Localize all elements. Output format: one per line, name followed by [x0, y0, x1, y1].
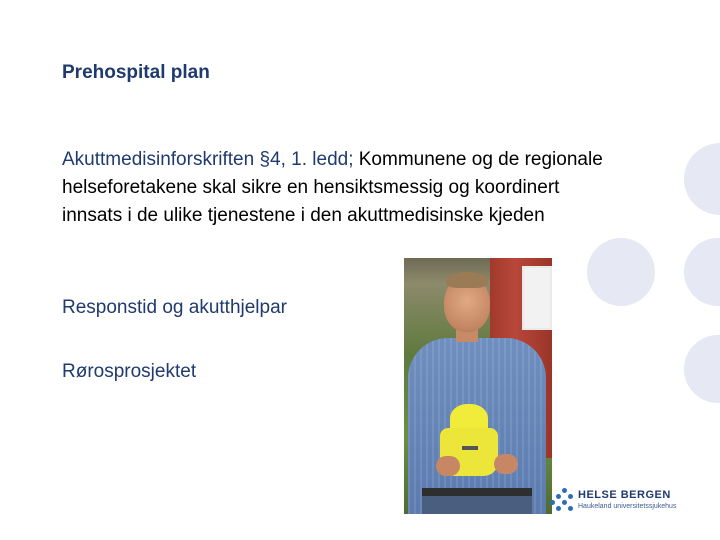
photo-device-label [462, 446, 478, 450]
person-photo [404, 258, 552, 514]
photo-belt [422, 488, 532, 496]
photo-pants [422, 496, 532, 514]
logo-name: HELSE BERGEN [578, 489, 671, 501]
decorative-circle [684, 143, 720, 215]
decorative-circle [684, 238, 720, 306]
photo-window [522, 266, 552, 330]
decorative-circle [684, 335, 720, 403]
photo-left-hand [436, 456, 460, 476]
logo-dots-icon [548, 486, 574, 516]
photo-hair [446, 272, 488, 288]
paragraph-project: Rørosprosjektet [62, 361, 197, 382]
logo-subtitle: Haukeland universitetssjukehus [578, 503, 677, 510]
photo-right-hand [494, 454, 518, 474]
regulation-reference: Akuttmedisinforskriften §4, 1. ledd; [62, 149, 354, 170]
regulation-text: Kommunene og de regionale helseforetakene skal sikre en hensiktsmessig og koordinert innsats i de ulike tjenestene i den akuttmedisinske kjeden [62, 149, 603, 226]
paragraph-regulation [62, 146, 622, 230]
slide-title: Prehospital plan [62, 62, 210, 83]
paragraph-response-time: Responstid og akutthjelpar [62, 297, 287, 318]
